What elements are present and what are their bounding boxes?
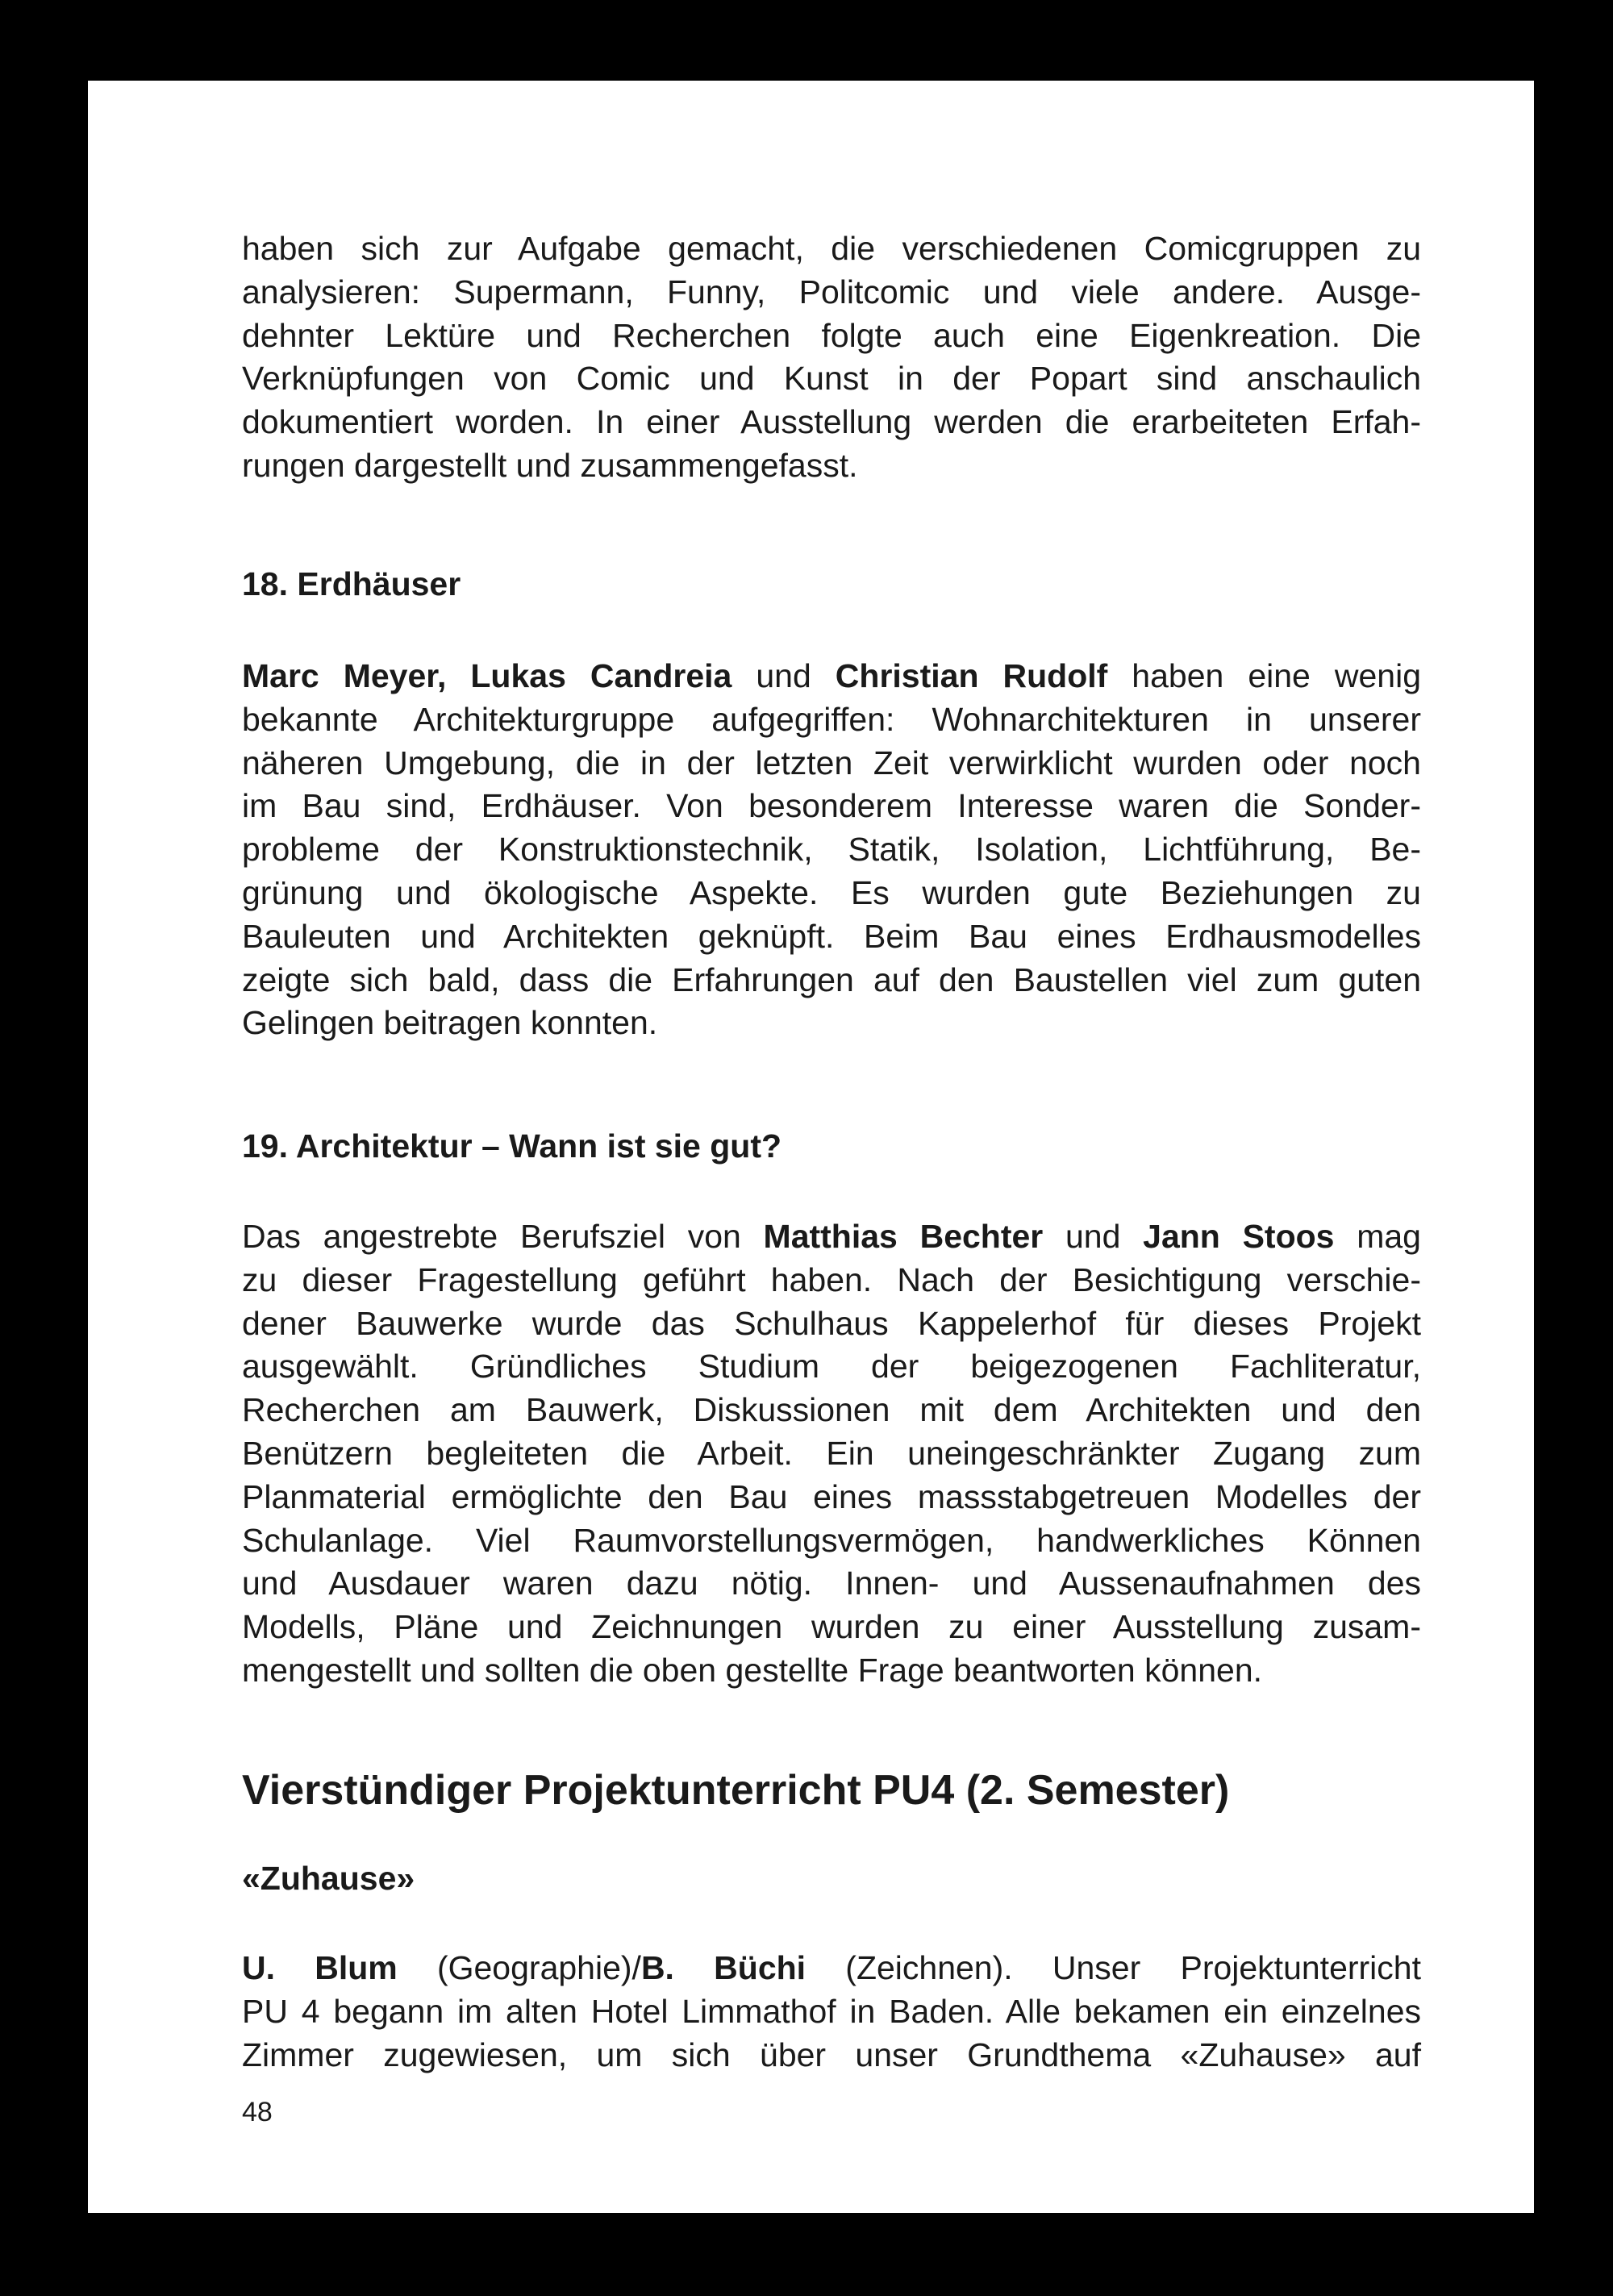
text-line	[242, 1649, 1421, 1693]
text-segment: und	[731, 657, 836, 694]
paragraph-architektur	[242, 1215, 1421, 1693]
text-line	[242, 1215, 1421, 1259]
text-segment: zeigte sich bald, dass die Erfahrungen auf den Baustellen viel zum guten	[242, 960, 1421, 998]
author-name: U. Blum	[242, 1949, 398, 1986]
text-line	[242, 227, 1421, 271]
text-segment: rungen dargestellt und zusammengefasst.	[242, 446, 858, 484]
text-line	[242, 872, 1421, 915]
text-segment: Modells, Pläne und Zeichnungen wurden zu einer Ausstellung zusam-	[242, 1608, 1421, 1646]
text-segment: Planmaterial ermöglichte den Bau eines massstabgetreuen Modelles der	[242, 1477, 1421, 1515]
text-line	[242, 1389, 1421, 1432]
text-segment: Schulanlage. Viel Raumvorstellungsvermögen, handwerkliches Können	[242, 1521, 1421, 1559]
text-line	[242, 1302, 1421, 1346]
text-segment: (Geographie)/	[397, 1949, 641, 1986]
text-segment: im Bau sind, Erdhäuser. Von besonderem Interesse waren die Sonder-	[242, 787, 1421, 825]
text-line	[242, 1947, 1421, 1990]
author-name: Jann Stoos	[1143, 1218, 1335, 1255]
text-line	[242, 1990, 1421, 2034]
text-segment: PU 4 begann im alten Hotel Limmathof in Baden. Alle bekamen ein einzelnes	[242, 1992, 1421, 2030]
text-line	[242, 1562, 1421, 1606]
text-segment: dokumentiert worden. In einer Ausstellung werden die erarbeiteten Erfah-	[242, 403, 1421, 441]
text-segment: dehnter Lektüre und Recherchen folgte auch eine Eigenkreation. Die	[242, 316, 1421, 354]
section-title: Vierstündiger Projektunterricht PU4 (2. Semester)	[242, 1767, 1230, 1814]
text-segment: näheren Umgebung, die in der letzten Zeit verwirklicht wurden oder noch	[242, 744, 1421, 781]
text-segment: Benützern begleiteten die Arbeit. Ein uneingeschränkter Zugang zum	[242, 1434, 1421, 1472]
text-segment: (Zeichnen). Unser Projektunterricht	[806, 1949, 1421, 1986]
page-number: 48	[242, 2097, 273, 2127]
text-line	[242, 655, 1421, 698]
text-segment: und	[1043, 1218, 1144, 1255]
text-line	[242, 2034, 1421, 2077]
text-segment: Recherchen am Bauwerk, Diskussionen mit dem Architekten und den	[242, 1391, 1421, 1429]
text-line	[242, 1345, 1421, 1389]
text-line	[242, 785, 1421, 828]
text-segment: zu dieser Fragestellung geführt haben. Nach der Besichtigung verschie-	[242, 1261, 1421, 1298]
text-segment: grünung und ökologische Aspekte. Es wurden gute Beziehungen zu	[242, 873, 1421, 911]
heading-architektur: 19. Architektur – Wann ist sie gut?	[242, 1127, 782, 1165]
author-name: Matthias Bechter	[763, 1218, 1044, 1255]
text-segment: dener Bauwerke wurde das Schulhaus Kappelerhof für dieses Projekt	[242, 1304, 1421, 1342]
text-line	[242, 698, 1421, 742]
text-segment: probleme der Konstruktionstechnik, Statik, Isolation, Lichtführung, Be-	[242, 831, 1421, 869]
author-name: Marc Meyer, Lukas Candreia	[242, 657, 732, 694]
text-segment: mengestellt und sollten die oben gestellte Frage beantworten können.	[242, 1651, 1263, 1689]
text-segment: und Ausdauer waren dazu nötig. Innen- und Aussenaufnahmen des	[242, 1565, 1421, 1602]
text-segment: Verknüpfungen von Comic und Kunst in der Popart sind anschaulich	[242, 360, 1421, 398]
text-segment: haben sich zur Aufgabe gemacht, die verschiedenen Comicgruppen zu	[242, 230, 1421, 267]
section-subtitle: «Zuhause»	[242, 1860, 415, 1897]
text-segment: mag	[1334, 1218, 1421, 1255]
text-line	[242, 1002, 1421, 1045]
text-segment: Gelingen beitragen konnten.	[242, 1004, 658, 1042]
text-line	[242, 271, 1421, 315]
text-segment: analysieren: Supermann, Funny, Politcomic und viele andere. Ausge-	[242, 273, 1421, 310]
text-line	[242, 401, 1421, 444]
text-segment: ausgewählt. Gründliches Studium der beigezogenen Fachliteratur,	[242, 1348, 1421, 1386]
text-segment: Bauleuten und Architekten geknüpft. Beim Bau eines Erdhausmodelles	[242, 917, 1421, 955]
text-line	[242, 1476, 1421, 1519]
text-line	[242, 444, 1421, 488]
text-segment: Das angestrebte Berufsziel von	[242, 1218, 764, 1255]
author-name: Christian Rudolf	[835, 657, 1108, 694]
paragraph-zuhause	[242, 1947, 1421, 2077]
text-line	[242, 1432, 1421, 1476]
text-segment: bekannte Architekturgruppe aufgegriffen: Wohnarchitekturen in unserer	[242, 700, 1421, 738]
text-line	[242, 915, 1421, 959]
text-line	[242, 1519, 1421, 1563]
text-line	[242, 828, 1421, 872]
text-line	[242, 742, 1421, 785]
heading-erdhaeuser: 18. Erdhäuser	[242, 565, 461, 602]
text-line	[242, 357, 1421, 401]
text-line	[242, 1259, 1421, 1302]
author-name: B. Büchi	[640, 1949, 806, 1986]
text-segment: Zimmer zugewiesen, um sich über unser Grundthema «Zuhause» auf	[242, 2036, 1421, 2073]
paragraph-erdhaeuser	[242, 655, 1421, 1045]
text-line	[242, 1606, 1421, 1649]
text-line	[242, 959, 1421, 1002]
text-line	[242, 315, 1421, 358]
paragraph-comics	[242, 227, 1421, 488]
text-segment: haben eine wenig	[1107, 657, 1421, 694]
